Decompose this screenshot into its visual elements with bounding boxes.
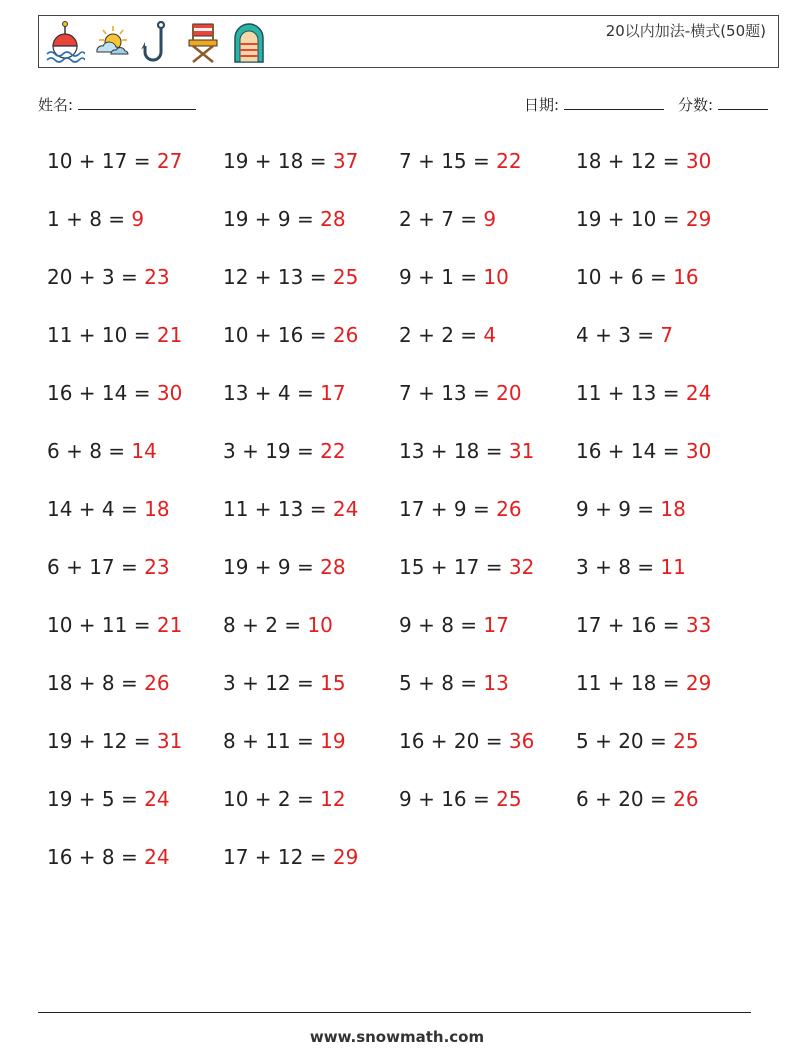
problem-answer: 21: [156, 323, 183, 347]
problem-item: [576, 551, 752, 609]
problem-question: 9 + 9 =: [576, 497, 661, 521]
problem-answer: 18: [660, 497, 686, 521]
problem-answer: 37: [332, 149, 359, 173]
problem-answer: 12: [320, 787, 346, 811]
problem-question: 19 + 9 =: [223, 555, 321, 579]
problem-question: 16 + 14 =: [47, 381, 157, 405]
problem-item: [576, 783, 752, 841]
problem-answer: 24: [144, 845, 170, 869]
problem-item: [47, 493, 223, 551]
problem-question: 19 + 5 =: [47, 787, 145, 811]
problem-item: [399, 261, 576, 319]
problem-item: [399, 551, 576, 609]
problem-item: [47, 203, 223, 261]
problem-item: [47, 783, 223, 841]
problem-question: 11 + 10 =: [47, 323, 157, 347]
problem-question: 20 + 3 =: [47, 265, 145, 289]
icon-strip: [45, 20, 269, 64]
problem-question: 17 + 9 =: [399, 497, 497, 521]
folding-chair-icon: [183, 20, 223, 64]
problem-answer: 31: [508, 439, 535, 463]
problem-question: 6 + 8 =: [47, 439, 132, 463]
problem-answer: 22: [320, 439, 346, 463]
problem-answer: 21: [156, 613, 183, 637]
problem-answer: 4: [483, 323, 497, 347]
problem-item: [399, 145, 576, 203]
worksheet-header: [38, 15, 779, 68]
footer-divider: [38, 1012, 751, 1013]
problem-answer: 29: [685, 671, 712, 695]
problem-item: [399, 493, 576, 551]
problem-answer: 25: [332, 265, 359, 289]
problem-answer: 36: [508, 729, 535, 753]
problem-question: 2 + 2 =: [399, 323, 484, 347]
problem-question: 13 + 18 =: [399, 439, 509, 463]
problem-question: 13 + 4 =: [223, 381, 321, 405]
problem-question: 16 + 8 =: [47, 845, 145, 869]
problem-question: 19 + 18 =: [223, 149, 333, 173]
problem-answer: 18: [144, 497, 170, 521]
problem-question: 2 + 7 =: [399, 207, 484, 231]
problem-question: 7 + 15 =: [399, 149, 497, 173]
problem-item: [576, 261, 752, 319]
problem-answer: 26: [332, 323, 359, 347]
problem-question: 10 + 17 =: [47, 149, 157, 173]
problem-answer: 10: [307, 613, 333, 637]
problem-answer: 13: [483, 671, 509, 695]
problem-answer: 24: [144, 787, 170, 811]
problem-answer: 25: [496, 787, 522, 811]
problem-question: 11 + 13 =: [223, 497, 333, 521]
problem-answer: 26: [673, 787, 699, 811]
problem-answer: 20: [496, 381, 522, 405]
problem-answer: 26: [496, 497, 522, 521]
problem-item: [47, 319, 223, 377]
problem-question: 5 + 8 =: [399, 671, 484, 695]
problem-item: [223, 145, 399, 203]
date-blank[interactable]: [564, 95, 664, 110]
problem-item: [576, 319, 752, 377]
problem-answer: 28: [320, 207, 346, 231]
problem-question: 14 + 4 =: [47, 497, 145, 521]
score-field: [678, 94, 768, 115]
problem-question: 16 + 14 =: [576, 439, 686, 463]
problem-answer: 30: [685, 439, 712, 463]
problem-question: 9 + 1 =: [399, 265, 484, 289]
problem-item: [576, 435, 752, 493]
problem-item: [223, 609, 399, 667]
problem-item: [223, 203, 399, 261]
problem-question: 18 + 12 =: [576, 149, 686, 173]
problem-question: 15 + 17 =: [399, 555, 509, 579]
footer-url: www.snowmath.com: [309, 1028, 485, 1046]
problem-item: [399, 377, 576, 435]
problem-answer: 15: [320, 671, 346, 695]
boat-icon: [229, 20, 269, 64]
problem-item: [576, 725, 752, 783]
problem-question: 10 + 2 =: [223, 787, 321, 811]
problem-item: [47, 841, 223, 899]
problem-item: [576, 493, 752, 551]
problem-item: [223, 261, 399, 319]
problem-item: [399, 609, 576, 667]
sun-cloud-icon: [91, 20, 131, 64]
problem-answer: 22: [496, 149, 522, 173]
problem-item: [223, 841, 399, 899]
problem-question: 18 + 8 =: [47, 671, 145, 695]
problem-item: [399, 435, 576, 493]
fishing-bobber-icon: [45, 20, 85, 64]
problem-item: [223, 319, 399, 377]
problem-answer: 23: [144, 555, 170, 579]
problem-question: 12 + 13 =: [223, 265, 333, 289]
problem-answer: 27: [156, 149, 183, 173]
problem-item: [47, 261, 223, 319]
problem-item: [47, 667, 223, 725]
problem-item: [399, 725, 576, 783]
problem-question: 10 + 11 =: [47, 613, 157, 637]
fishing-hook-icon: [137, 20, 177, 64]
problem-answer: 24: [685, 381, 712, 405]
problem-question: 8 + 11 =: [223, 729, 321, 753]
problem-answer: 19: [320, 729, 346, 753]
problem-answer: 7: [660, 323, 674, 347]
problem-item: [223, 667, 399, 725]
name-field: [38, 94, 196, 115]
problem-answer: 10: [483, 265, 509, 289]
problem-question: 11 + 13 =: [576, 381, 686, 405]
problem-item: [223, 377, 399, 435]
problem-question: 6 + 20 =: [576, 787, 674, 811]
problem-question: 10 + 6 =: [576, 265, 674, 289]
problem-item: [399, 319, 576, 377]
problem-item: [399, 203, 576, 261]
problem-question: 3 + 12 =: [223, 671, 321, 695]
problem-question: 3 + 8 =: [576, 555, 661, 579]
problem-answer: 11: [660, 555, 686, 579]
problem-item: [399, 667, 576, 725]
problem-item: [223, 725, 399, 783]
problem-question: 10 + 16 =: [223, 323, 333, 347]
problem-answer: 28: [320, 555, 346, 579]
problem-item: [576, 145, 752, 203]
problem-item: [576, 377, 752, 435]
problem-item: [399, 783, 576, 841]
problem-item: [223, 551, 399, 609]
problem-grid: [47, 145, 752, 899]
problem-question: 17 + 12 =: [223, 845, 333, 869]
problem-item: [223, 435, 399, 493]
problem-question: 11 + 18 =: [576, 671, 686, 695]
problem-answer: 23: [144, 265, 170, 289]
problem-item: [576, 609, 752, 667]
problem-question: 1 + 8 =: [47, 207, 132, 231]
problem-item: [47, 551, 223, 609]
problem-item: [576, 203, 752, 261]
problem-answer: 16: [673, 265, 699, 289]
name-blank[interactable]: [78, 95, 196, 110]
problem-question: 3 + 19 =: [223, 439, 321, 463]
problem-item: [47, 145, 223, 203]
problem-question: 16 + 20 =: [399, 729, 509, 753]
problem-question: 4 + 3 =: [576, 323, 661, 347]
problem-answer: 32: [508, 555, 535, 579]
problem-question: 6 + 17 =: [47, 555, 145, 579]
problem-item: [223, 493, 399, 551]
problem-question: 19 + 10 =: [576, 207, 686, 231]
problem-answer: 17: [483, 613, 509, 637]
problem-answer: 29: [685, 207, 712, 231]
problem-answer: 25: [673, 729, 699, 753]
date-field: [524, 94, 664, 115]
problem-item: [47, 725, 223, 783]
problem-answer: 26: [144, 671, 170, 695]
date-label: 日期:: [524, 96, 560, 114]
problem-answer: 29: [332, 845, 359, 869]
score-blank[interactable]: [718, 95, 768, 110]
problem-item: [47, 435, 223, 493]
problem-answer: 31: [156, 729, 183, 753]
problem-question: 7 + 13 =: [399, 381, 497, 405]
problem-item: [47, 609, 223, 667]
problem-answer: 24: [332, 497, 359, 521]
problem-question: 8 + 2 =: [223, 613, 308, 637]
score-label: 分数:: [678, 96, 714, 114]
problem-answer: 30: [156, 381, 183, 405]
worksheet-title: 20以内加法-横式(50题): [605, 22, 766, 40]
problem-question: 19 + 9 =: [223, 207, 321, 231]
problem-answer: 14: [131, 439, 157, 463]
problem-answer: 33: [685, 613, 712, 637]
problem-question: 5 + 20 =: [576, 729, 674, 753]
problem-question: 9 + 8 =: [399, 613, 484, 637]
problem-item: [223, 783, 399, 841]
problem-item: [576, 667, 752, 725]
problem-answer: 30: [685, 149, 712, 173]
problem-item: [47, 377, 223, 435]
problem-answer: 9: [483, 207, 497, 231]
problem-question: 17 + 16 =: [576, 613, 686, 637]
name-label: 姓名:: [38, 96, 74, 114]
problem-question: 9 + 16 =: [399, 787, 497, 811]
problem-question: 19 + 12 =: [47, 729, 157, 753]
problem-answer: 17: [320, 381, 346, 405]
problem-answer: 9: [131, 207, 145, 231]
